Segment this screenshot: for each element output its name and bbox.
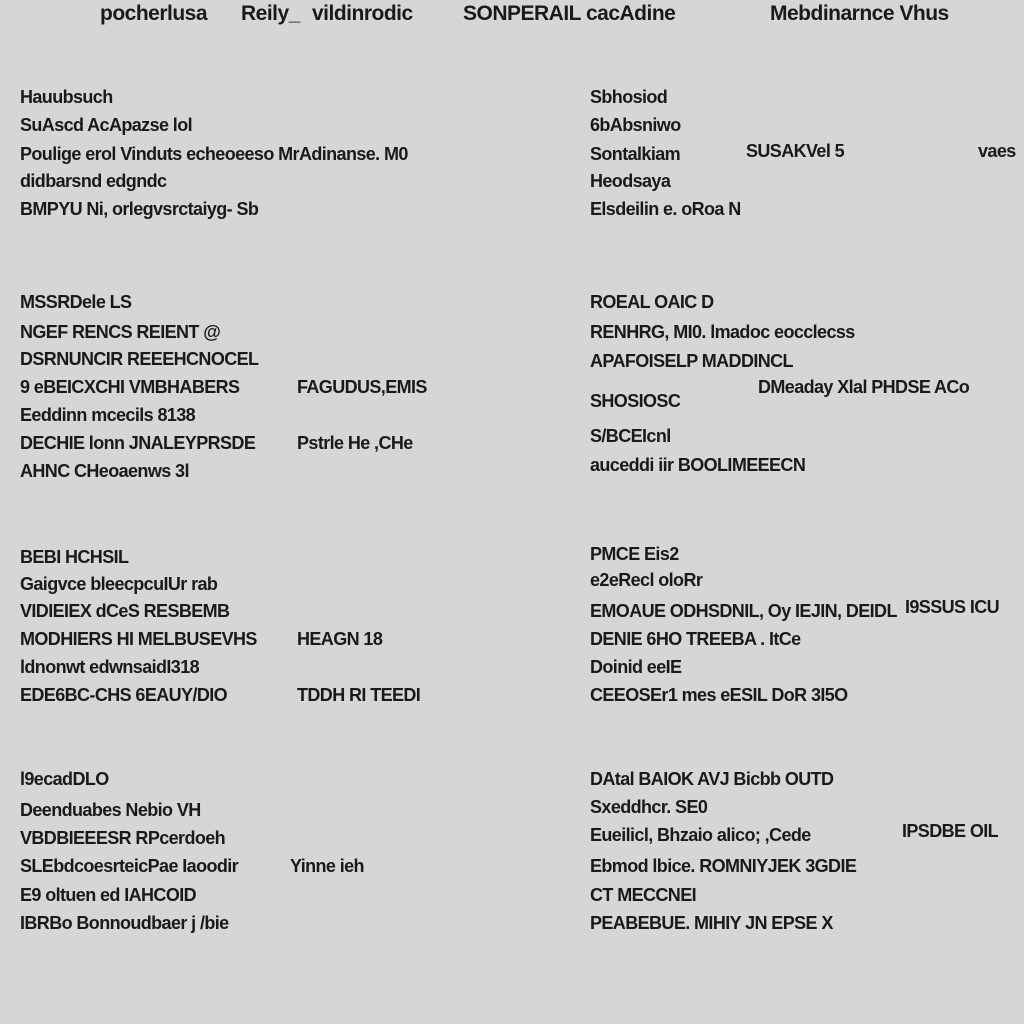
side-value: DMeaday Xlal PHDSE ACo (758, 377, 970, 397)
text-line: auceddi iir BOOLIMEEECN (590, 455, 806, 475)
text-line: SHOSIOSC (590, 391, 681, 411)
text-line: MODHIERS HI MELBUSEVHS (20, 629, 257, 649)
text-line: VIDIEIEX dCeS RESBEMB (20, 601, 230, 621)
side-value: TDDH RI TEEDI (297, 685, 421, 705)
document-header (0, 0, 1024, 30)
text-line: BMPYU Ni, orlegvsrctaiyg- Sb (20, 199, 259, 219)
text-line: Elsdeilin e. oRoa N (590, 199, 741, 219)
text-line: IBRBo Bonnoudbaer j /bie (20, 913, 229, 933)
text-line: DSRNUNCIR REEEHCNOCEL (20, 349, 259, 369)
text-line: Eueilicl, Bhzaio alico; ,Cede (590, 825, 811, 845)
side-value: FAGUDUS,EMIS (297, 377, 427, 397)
text-line: Poulige erol Vinduts echeoeeso MrAdinanse. M0 (20, 144, 408, 164)
text-line: 6bAbsniwo (590, 115, 681, 135)
text-line: SuAscd AcApazse lol (20, 115, 192, 135)
text-line: S/BCEIcnl (590, 426, 671, 446)
text-line: CEEOSEr1 mes eESIL DoR 3I5O (590, 685, 848, 705)
text-line: RENHRG, MI0. lmadoc eocclecss (590, 322, 855, 342)
text-line: Sxeddhcr. SE0 (590, 797, 708, 817)
section-title: ROEAL OAIC D (590, 292, 714, 312)
text-line: 9 eBEICXCHI VMBHABERS (20, 377, 240, 397)
text-line: e2eRecl oloRr (590, 570, 703, 590)
text-line: didbarsnd edgndc (20, 171, 167, 191)
text-line: AHNC CHeoaenws 3l (20, 461, 189, 481)
text-line: EDE6BC-CHS 6EAUY/DIO (20, 685, 228, 705)
text-line: EMOAUE ODHSDNIL, Oy IEJIN, DEIDL (590, 601, 897, 621)
text-line: Heodsaya (590, 171, 671, 191)
side-value: Pstrle He ,CHe (297, 433, 413, 453)
text-line: Sontalkiam (590, 144, 681, 164)
text-line: APAFOISELP MADDINCL (590, 351, 793, 371)
header-item: Mebdinarnce Vhus (770, 2, 949, 25)
section-title: BEBI HCHSIL (20, 547, 129, 567)
header-item: vildinrodic (312, 2, 413, 25)
side-value: vaes (978, 141, 1016, 161)
text-line: Ebmod lbice. ROMNIYJEK 3GDIE (590, 856, 857, 876)
header-item: Reily_ (241, 2, 300, 25)
text-line: PEABEBUE. MIHIY JN EPSE X (590, 913, 833, 933)
text-line: VBDBIEEESR RPcerdoeh (20, 828, 226, 848)
text-line: Deenduabes Nebio VH (20, 800, 201, 820)
section-title: MSSRDele LS (20, 292, 132, 312)
text-line: DECHIE lonn JNALEYPRSDE (20, 433, 256, 453)
text-line: Gaigvce bleecpcuIUr rab (20, 574, 218, 594)
side-value: I9SSUS ICU (905, 597, 1000, 617)
text-line: E9 oltuen ed IAHCOID (20, 885, 197, 905)
section-title: Hauubsuch (20, 87, 113, 107)
header-item: pocherlusa (100, 2, 208, 25)
header-item: SONPERAIL cacAdine (463, 2, 676, 25)
side-value: Yinne ieh (290, 856, 364, 876)
text-line: ldnonwt edwnsaidI318 (20, 657, 200, 677)
section-title: l9ecadDLO (20, 769, 109, 789)
text-line: NGEF RENCS REIENT @ (20, 322, 221, 342)
section-title: PMCE Eis2 (590, 544, 679, 564)
text-line: SLEbdcoesrteicPae Iaoodir (20, 856, 239, 876)
text-line: CT MECCNEI (590, 885, 696, 905)
section-title: DAtal BAIOK AVJ Bicbb OUTD (590, 769, 834, 789)
side-value: HEAGN 18 (297, 629, 383, 649)
side-value: SUSAKVel 5 (746, 141, 845, 161)
text-line: Eeddinn mcecils 8138 (20, 405, 196, 425)
text-line: DENIE 6HO TREEBA . ItCe (590, 629, 801, 649)
section-title: Sbhosiod (590, 87, 668, 107)
text-line: Doinid eeIE (590, 657, 682, 677)
side-value: IPSDBE OIL (902, 821, 999, 841)
